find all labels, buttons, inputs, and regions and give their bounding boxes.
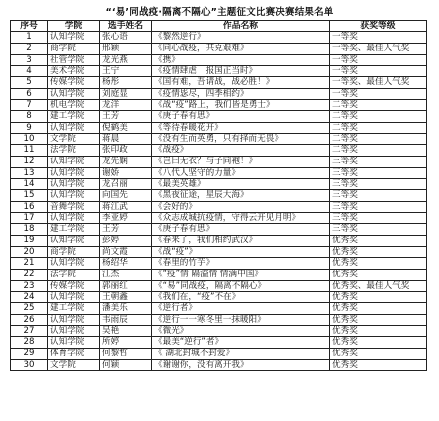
cell-award-level: 优秀奖 — [330, 348, 427, 359]
cell-work-title: 《战疫》 — [152, 145, 330, 156]
cell-work-title: 《会好的》 — [152, 201, 330, 212]
cell-college: 认知学院 — [48, 156, 100, 167]
cell-college: 体育学院 — [48, 348, 100, 359]
cell-award-level: 三等奖 — [330, 190, 427, 201]
cell-college: 认知学院 — [48, 32, 100, 43]
cell-work-title: 《疫情毖尽，四季相约》 — [152, 88, 330, 99]
cell-college: 传媒学院 — [48, 280, 100, 291]
cell-work-title: 《逆行者》 — [152, 303, 330, 314]
table-row — [11, 167, 427, 178]
table-row — [11, 122, 427, 133]
table-row — [11, 246, 427, 257]
cell-college: 认知学院 — [48, 213, 100, 224]
cell-college: 法学院 — [48, 145, 100, 156]
cell-award-level: 优秀奖 — [330, 359, 427, 370]
cell-contestant-name: 邢颖 — [100, 43, 152, 54]
cell-award-level: 一等奖、最佳人气奖 — [330, 43, 427, 54]
cell-contestant-name: 所婷 — [100, 337, 152, 348]
cell-award-level: 优秀奖 — [330, 292, 427, 303]
cell-college: 建工学院 — [48, 224, 100, 235]
cell-contestant-name: 张心语 — [100, 32, 152, 43]
header-work-title: 作品名称 — [152, 21, 330, 32]
table-row — [11, 269, 427, 280]
header-college: 学院 — [48, 21, 100, 32]
table-row — [11, 88, 427, 99]
cell-award-level: 优秀奖 — [330, 314, 427, 325]
cell-contestant-name: 倪鹤美 — [100, 122, 152, 133]
table-row — [11, 43, 427, 54]
cell-award-level: 一等奖 — [330, 88, 427, 99]
table-row — [11, 100, 427, 111]
cell-college: 认知学院 — [48, 314, 100, 325]
cell-award-level: 三等奖 — [330, 213, 427, 224]
cell-work-title: 《谢谢你，没有离开我》 — [152, 359, 330, 370]
cell-work-title: 《微光》 — [152, 326, 330, 337]
cell-award-level: 三等奖 — [330, 201, 427, 212]
cell-college: 建工学院 — [48, 303, 100, 314]
table-row — [11, 359, 427, 370]
table-row — [11, 190, 427, 201]
cell-number: 26 — [11, 314, 48, 325]
cell-college: 机电学院 — [48, 100, 100, 111]
table-row — [11, 314, 427, 325]
cell-award-level: 优秀奖 — [330, 235, 427, 246]
cell-contestant-name: 龙先娴 — [100, 156, 152, 167]
table-row — [11, 348, 427, 359]
cell-contestant-name: 李亚婷 — [100, 213, 152, 224]
cell-number: 25 — [11, 303, 48, 314]
table-row — [11, 292, 427, 303]
cell-work-title: 《“疫”情 隔溢情 情满中国》 — [152, 269, 330, 280]
cell-number: 6 — [11, 88, 48, 99]
cell-work-title: 《战“疫”》 — [152, 246, 330, 257]
cell-number: 5 — [11, 77, 48, 88]
table-row — [11, 337, 427, 348]
cell-contestant-name: 杨彤 — [100, 77, 152, 88]
cell-work-title: 《国有难，吾请战，战必胜！》 — [152, 77, 330, 88]
cell-number: 11 — [11, 145, 48, 156]
cell-work-title: 《“易”同战疫，隔离不隔心》 — [152, 280, 330, 291]
table-row — [11, 213, 427, 224]
cell-number: 12 — [11, 156, 48, 167]
cell-work-title: 《岂曰无衣？与子同袍！》 — [152, 156, 330, 167]
table-row — [11, 303, 427, 314]
cell-college: 建工学院 — [48, 111, 100, 122]
cell-award-level: 一等奖、最佳人气奖 — [330, 77, 427, 88]
table-row — [11, 201, 427, 212]
cell-award-level: 优秀奖 — [330, 337, 427, 348]
cell-college: 认知学院 — [48, 337, 100, 348]
cell-college: 认知学院 — [48, 326, 100, 337]
cell-work-title: 《庚子春有思》 — [152, 224, 330, 235]
cell-award-level: 优秀奖、最佳人气奖 — [330, 280, 427, 291]
cell-college: 法学院 — [48, 269, 100, 280]
table-row — [11, 224, 427, 235]
cell-number: 28 — [11, 337, 48, 348]
table-row — [11, 77, 427, 88]
cell-award-level: 优秀奖 — [330, 258, 427, 269]
table-row — [11, 145, 427, 156]
cell-number: 18 — [11, 224, 48, 235]
cell-college: 美术学院 — [48, 66, 100, 77]
cell-number: 24 — [11, 292, 48, 303]
cell-contestant-name: 刘庭显 — [100, 88, 152, 99]
cell-contestant-name: 张印政 — [100, 145, 152, 156]
table-row — [11, 54, 427, 65]
table-row — [11, 280, 427, 291]
cell-contestant-name: 杨绍华 — [100, 258, 152, 269]
cell-number: 8 — [11, 111, 48, 122]
cell-number: 21 — [11, 258, 48, 269]
cell-work-title: 《没有生而英勇，只有择而无畏》 — [152, 133, 330, 144]
cell-contestant-name: 吴艳 — [100, 326, 152, 337]
table-header-row — [11, 21, 427, 32]
cell-award-level: 三等奖 — [330, 156, 427, 167]
cell-work-title: 《逆行一一寒冬里一抹暖阳》 — [152, 314, 330, 325]
cell-work-title: 《最美“逆行”者》 — [152, 337, 330, 348]
cell-number: 29 — [11, 348, 48, 359]
cell-award-level: 一等奖 — [330, 54, 427, 65]
cell-number: 13 — [11, 167, 48, 178]
cell-work-title: 《众志成城抗疫情，守得云开见月明》 — [152, 213, 330, 224]
cell-number: 30 — [11, 359, 48, 370]
cell-award-level: 二等奖 — [330, 122, 427, 133]
table-row — [11, 179, 427, 190]
table-row — [11, 111, 427, 122]
cell-work-title: 《黑夜征途，星辰大海》 — [152, 190, 330, 201]
cell-work-title: 《最美英雄》 — [152, 179, 330, 190]
cell-number: 2 — [11, 43, 48, 54]
cell-college: 音舞学院 — [48, 201, 100, 212]
table-body — [11, 32, 427, 371]
cell-contestant-name: 何黎哲 — [100, 348, 152, 359]
header-contestant-name: 选手姓名 — [100, 21, 152, 32]
table-row — [11, 32, 427, 43]
cell-contestant-name: 江杰 — [100, 269, 152, 280]
cell-college: 认知学院 — [48, 179, 100, 190]
cell-number: 4 — [11, 66, 48, 77]
cell-contestant-name: 蒋江武 — [100, 201, 152, 212]
table-row — [11, 258, 427, 269]
cell-number: 19 — [11, 235, 48, 246]
cell-work-title: 《我们在，“疫”不在》 — [152, 292, 330, 303]
cell-work-title: 《疫情肆虐 报国正当时》 — [152, 66, 330, 77]
cell-number: 7 — [11, 100, 48, 111]
cell-college: 认知学院 — [48, 190, 100, 201]
table-row — [11, 133, 427, 144]
cell-work-title: 《同心战疫，共克艰难》 — [152, 43, 330, 54]
cell-award-level: 二等奖 — [330, 133, 427, 144]
cell-award-level: 一等奖 — [330, 66, 427, 77]
cell-number: 10 — [11, 133, 48, 144]
cell-number: 3 — [11, 54, 48, 65]
cell-award-level: 三等奖 — [330, 224, 427, 235]
cell-award-level: 二等奖 — [330, 145, 427, 156]
cell-award-level: 二等奖 — [330, 111, 427, 122]
cell-contestant-name: 彭婷 — [100, 235, 152, 246]
cell-contestant-name: 潘美乐 — [100, 303, 152, 314]
cell-college: 认知学院 — [48, 88, 100, 99]
cell-contestant-name: 韦雨辰 — [100, 314, 152, 325]
cell-contestant-name: 王芳 — [100, 224, 152, 235]
cell-work-title: 《春里的竹芋》 — [152, 258, 330, 269]
cell-number: 14 — [11, 179, 48, 190]
cell-award-level: 三等奖 — [330, 179, 427, 190]
cell-college: 认知学院 — [48, 122, 100, 133]
results-table — [10, 20, 427, 371]
cell-contestant-name: 向国先 — [100, 190, 152, 201]
cell-award-level: 二等奖 — [330, 100, 427, 111]
cell-contestant-name: 王朝鑫 — [100, 292, 152, 303]
cell-award-level: 优秀奖 — [330, 303, 427, 314]
cell-contestant-name: 王芳 — [100, 111, 152, 122]
cell-college: 商学院 — [48, 43, 100, 54]
cell-number: 20 — [11, 246, 48, 257]
table-row — [11, 235, 427, 246]
cell-college: 社管学院 — [48, 54, 100, 65]
cell-contestant-name: 谢娇 — [100, 167, 152, 178]
cell-work-title: 《春来了，我们相约武汉》 — [152, 235, 330, 246]
cell-college: 传媒学院 — [48, 77, 100, 88]
cell-work-title: 《携》 — [152, 54, 330, 65]
table-row — [11, 66, 427, 77]
cell-award-level: 一等奖 — [330, 32, 427, 43]
cell-contestant-name: 龙洋 — [100, 100, 152, 111]
cell-award-level: 优秀奖 — [330, 269, 427, 280]
cell-contestant-name: 蒋晨 — [100, 133, 152, 144]
cell-number: 17 — [11, 213, 48, 224]
cell-number: 27 — [11, 326, 48, 337]
cell-work-title: 《战“疫”路上，我们皆是勇士》 — [152, 100, 330, 111]
cell-contestant-name: 郭丽红 — [100, 280, 152, 291]
cell-work-title: 《八代人坚守的力量》 — [152, 167, 330, 178]
cell-college: 商学院 — [48, 246, 100, 257]
cell-work-title: 《 湖北封城不封爱》 — [152, 348, 330, 359]
table-row — [11, 156, 427, 167]
cell-number: 22 — [11, 269, 48, 280]
cell-work-title: 《庚子春有思》 — [152, 111, 330, 122]
cell-college: 认知学院 — [48, 258, 100, 269]
cell-work-title: 《等待春暖花开》 — [152, 122, 330, 133]
cell-college: 文学院 — [48, 359, 100, 370]
cell-contestant-name: 王宁 — [100, 66, 152, 77]
cell-award-level: 三等奖 — [330, 167, 427, 178]
cell-college: 文学院 — [48, 133, 100, 144]
cell-award-level: 优秀奖 — [330, 246, 427, 257]
cell-contestant-name: 何颖 — [100, 359, 152, 370]
cell-award-level: 优秀奖 — [330, 326, 427, 337]
cell-college: 认知学院 — [48, 292, 100, 303]
cell-contestant-name: 尚文霞 — [100, 246, 152, 257]
document-title: “‘易’同战疫·隔离不隔心”主题征文比赛决赛结果名单 — [105, 7, 334, 18]
header-award-level: 获奖等级 — [330, 21, 427, 32]
cell-contestant-name: 龙光燕 — [100, 54, 152, 65]
cell-number: 1 — [11, 32, 48, 43]
cell-number: 15 — [11, 190, 48, 201]
cell-work-title: 《黎然逆行》 — [152, 32, 330, 43]
cell-college: 认知学院 — [48, 235, 100, 246]
header-number: 序号 — [11, 21, 48, 32]
cell-college: 认知学院 — [48, 167, 100, 178]
cell-number: 23 — [11, 280, 48, 291]
cell-number: 9 — [11, 122, 48, 133]
cell-number: 16 — [11, 201, 48, 212]
table-row — [11, 326, 427, 337]
cell-contestant-name: 龙召丽 — [100, 179, 152, 190]
